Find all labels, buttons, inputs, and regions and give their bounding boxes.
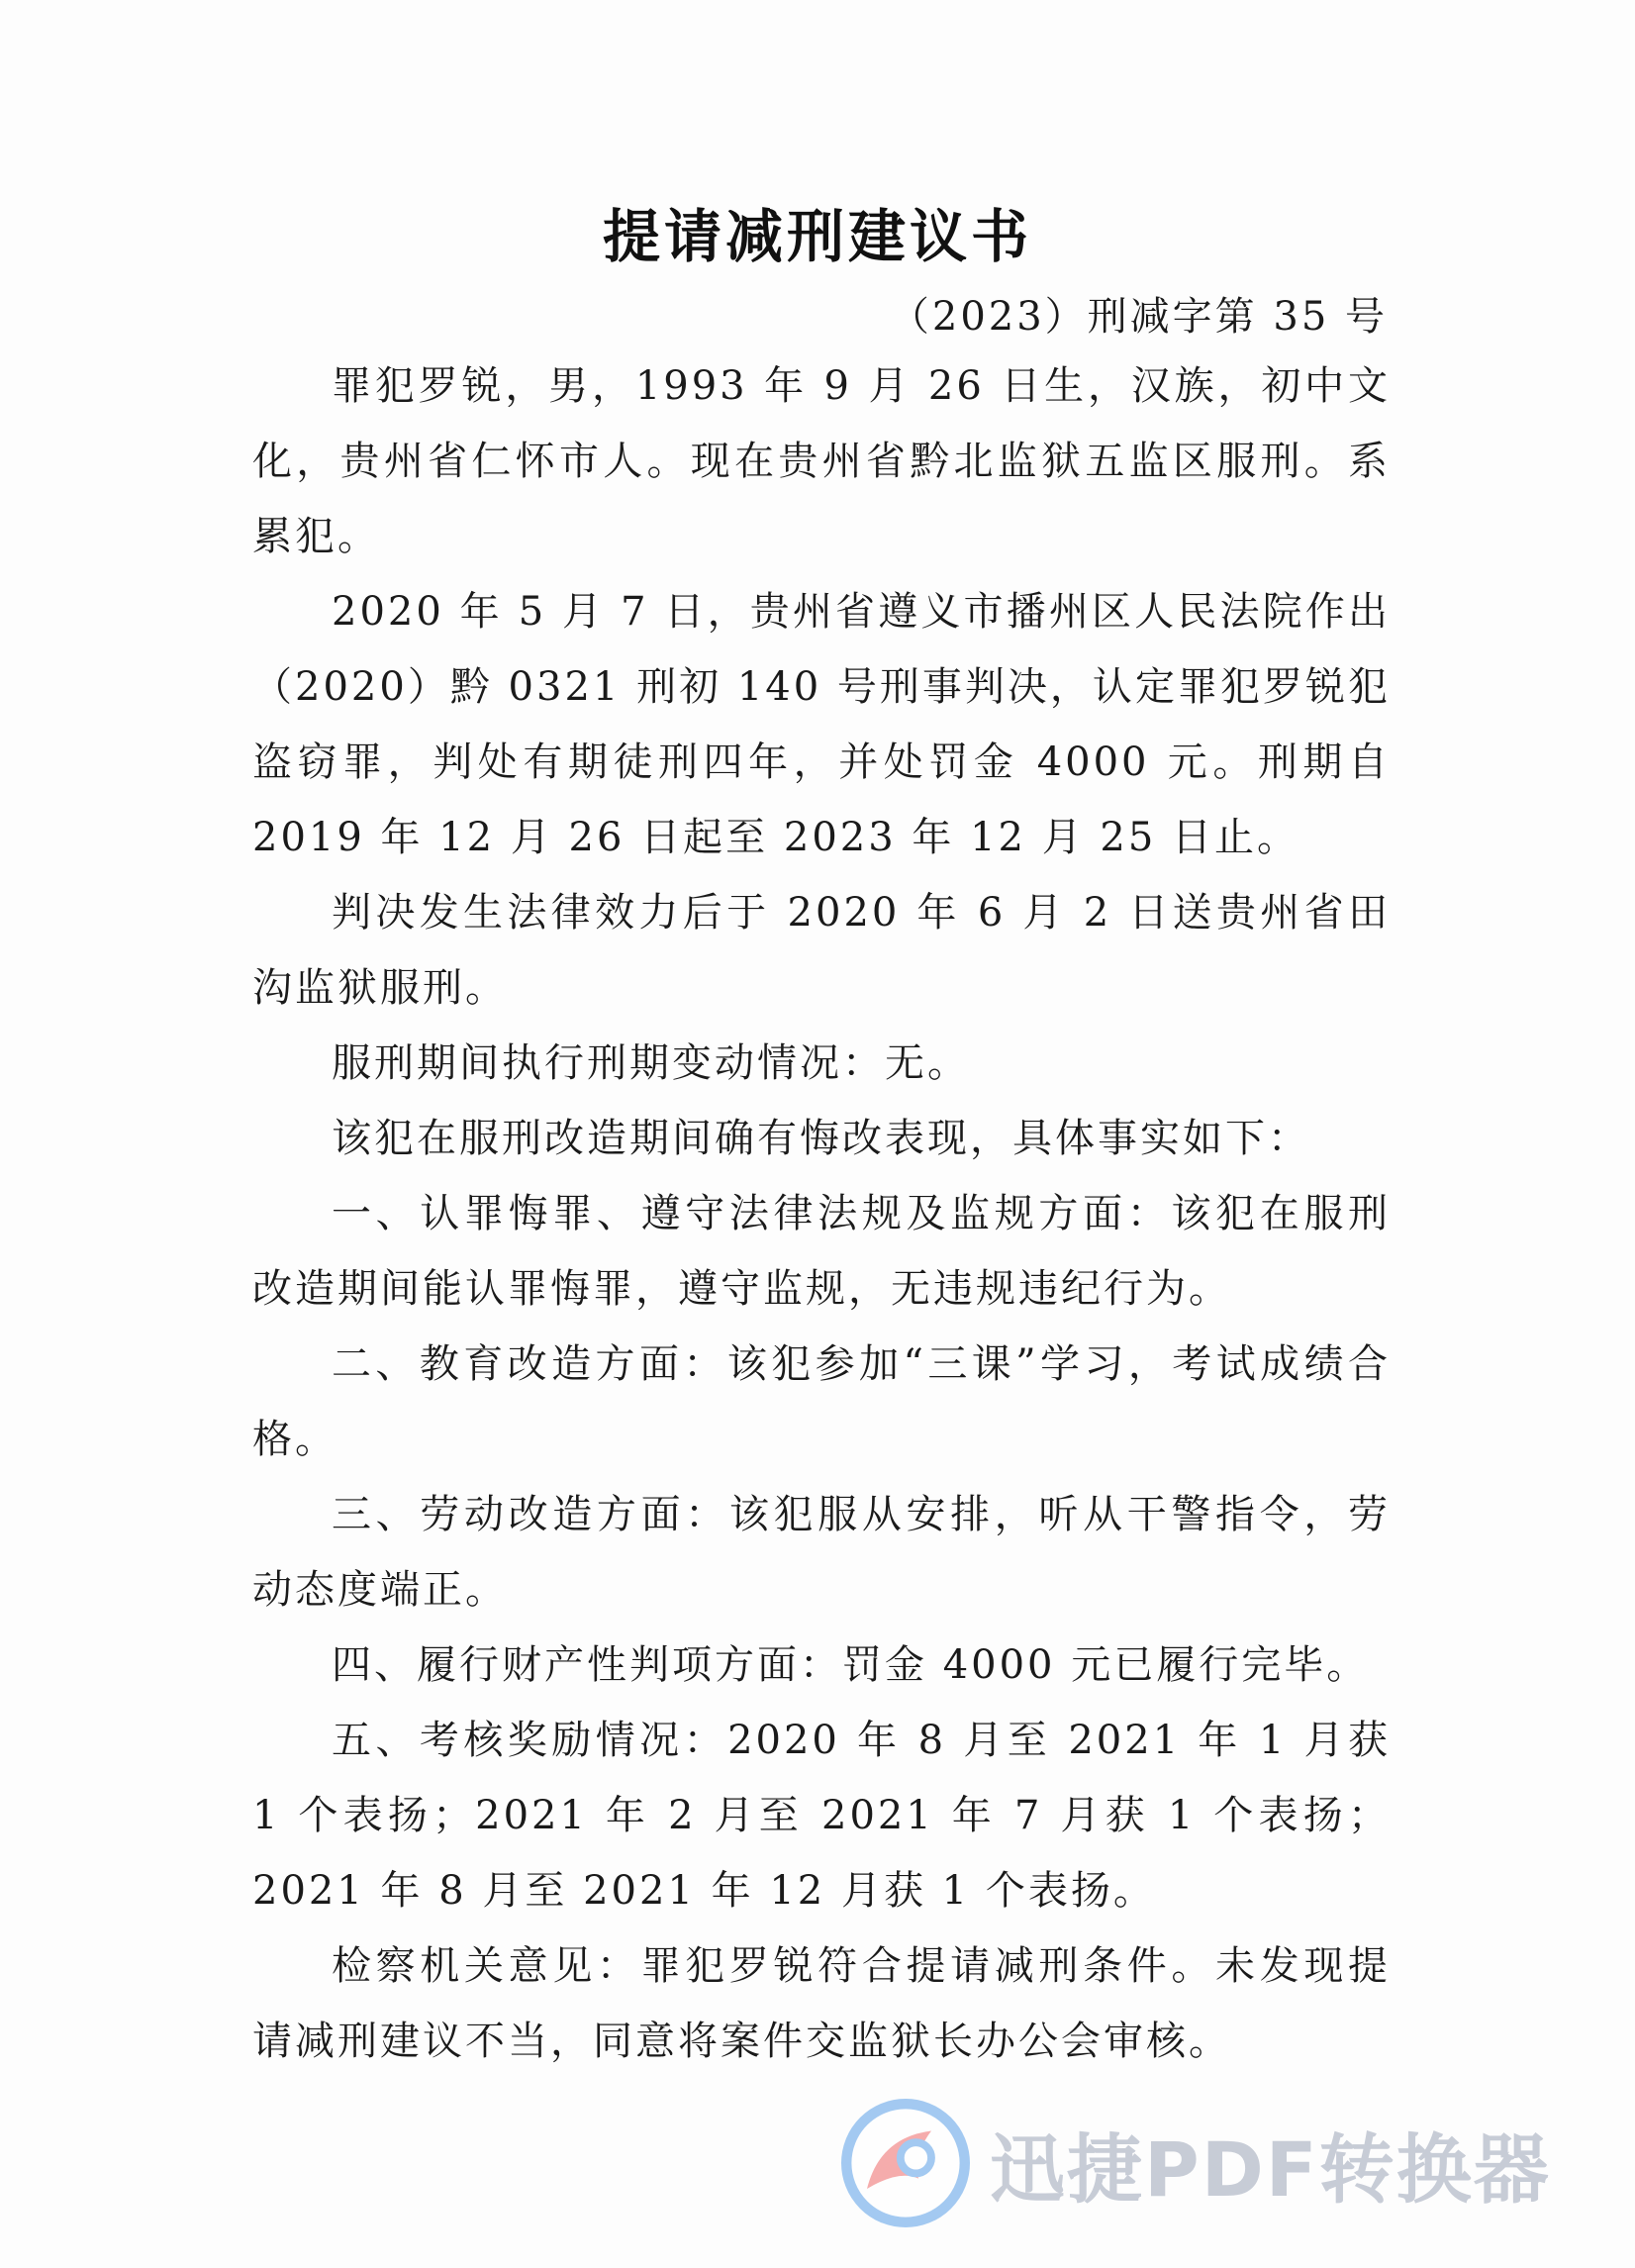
paragraph-inmate-info: 罪犯罗锐，男，1993 年 9 月 26 日生，汉族，初中文化，贵州省仁怀市人。现在贵州省黔北监狱五监区服刑。系累犯。: [252, 363, 1391, 559]
paragraph-facts-intro: 该犯在服刑改造期间确有悔改表现，具体事实如下：: [332, 1116, 1310, 1161]
paragraph-point-1: 一、认罪悔罪、遵守法律法规及监规方面：该犯在服刑改造期间能认罪悔罪，遵守监规，无违规违纪行为。: [252, 1191, 1391, 1312]
paragraph-procuratorate-opinion: 检察机关意见：罪犯罗锐符合提请减刑条件。未发现提请减刑建议不当，同意将案件交监狱长办公会审核。: [252, 1943, 1391, 2064]
paragraph-point-5: 五、考核奖励情况：2020 年 8 月至 2021 年 1 月获 1 个表扬；2021 年 2 月至 2021 年 7 月获 1 个表扬；2021 年 8 月至 2021 年 12 月获 1 个表扬。: [252, 1718, 1391, 1914]
paragraph-transfer: 判决发生法律效力后于 2020 年 6 月 2 日送贵州省田沟监狱服刑。: [252, 890, 1391, 1011]
watermark: [841, 2099, 1551, 2227]
watermark-text: 迅捷PDF转换器: [990, 2124, 1551, 2214]
paragraph-point-2: 二、教育改造方面：该犯参加“三课”学习，考试成绩合格。: [252, 1341, 1391, 1462]
paragraph-judgment: 2020 年 5 月 7 日，贵州省遵义市播州区人民法院作出（2020）黔 0321 刑初 140 号刑事判决，认定罪犯罗锐犯盗窃罪，判处有期徒刑四年，并处罚金 4000 元。刑期自 2019 年 12 月 26 日起至 2023 年 12 月 25 日止。: [252, 589, 1391, 860]
paragraph-point-3: 三、劳动改造方面：该犯服从安排，听从干警指令，劳动态度端正。: [252, 1492, 1391, 1613]
paragraph-sentence-change: 服刑期间执行刑期变动情况：无。: [332, 1040, 970, 1086]
xunjie-logo-icon: [841, 2099, 970, 2227]
paragraph-point-4: 四、履行财产性判项方面：罚金 4000 元已履行完毕。: [332, 1642, 1370, 1688]
document-title: 提请减刑建议书: [602, 203, 1032, 270]
document-body: [252, 348, 1391, 2079]
document-number: （2023）刑减字第 35 号: [889, 294, 1388, 340]
